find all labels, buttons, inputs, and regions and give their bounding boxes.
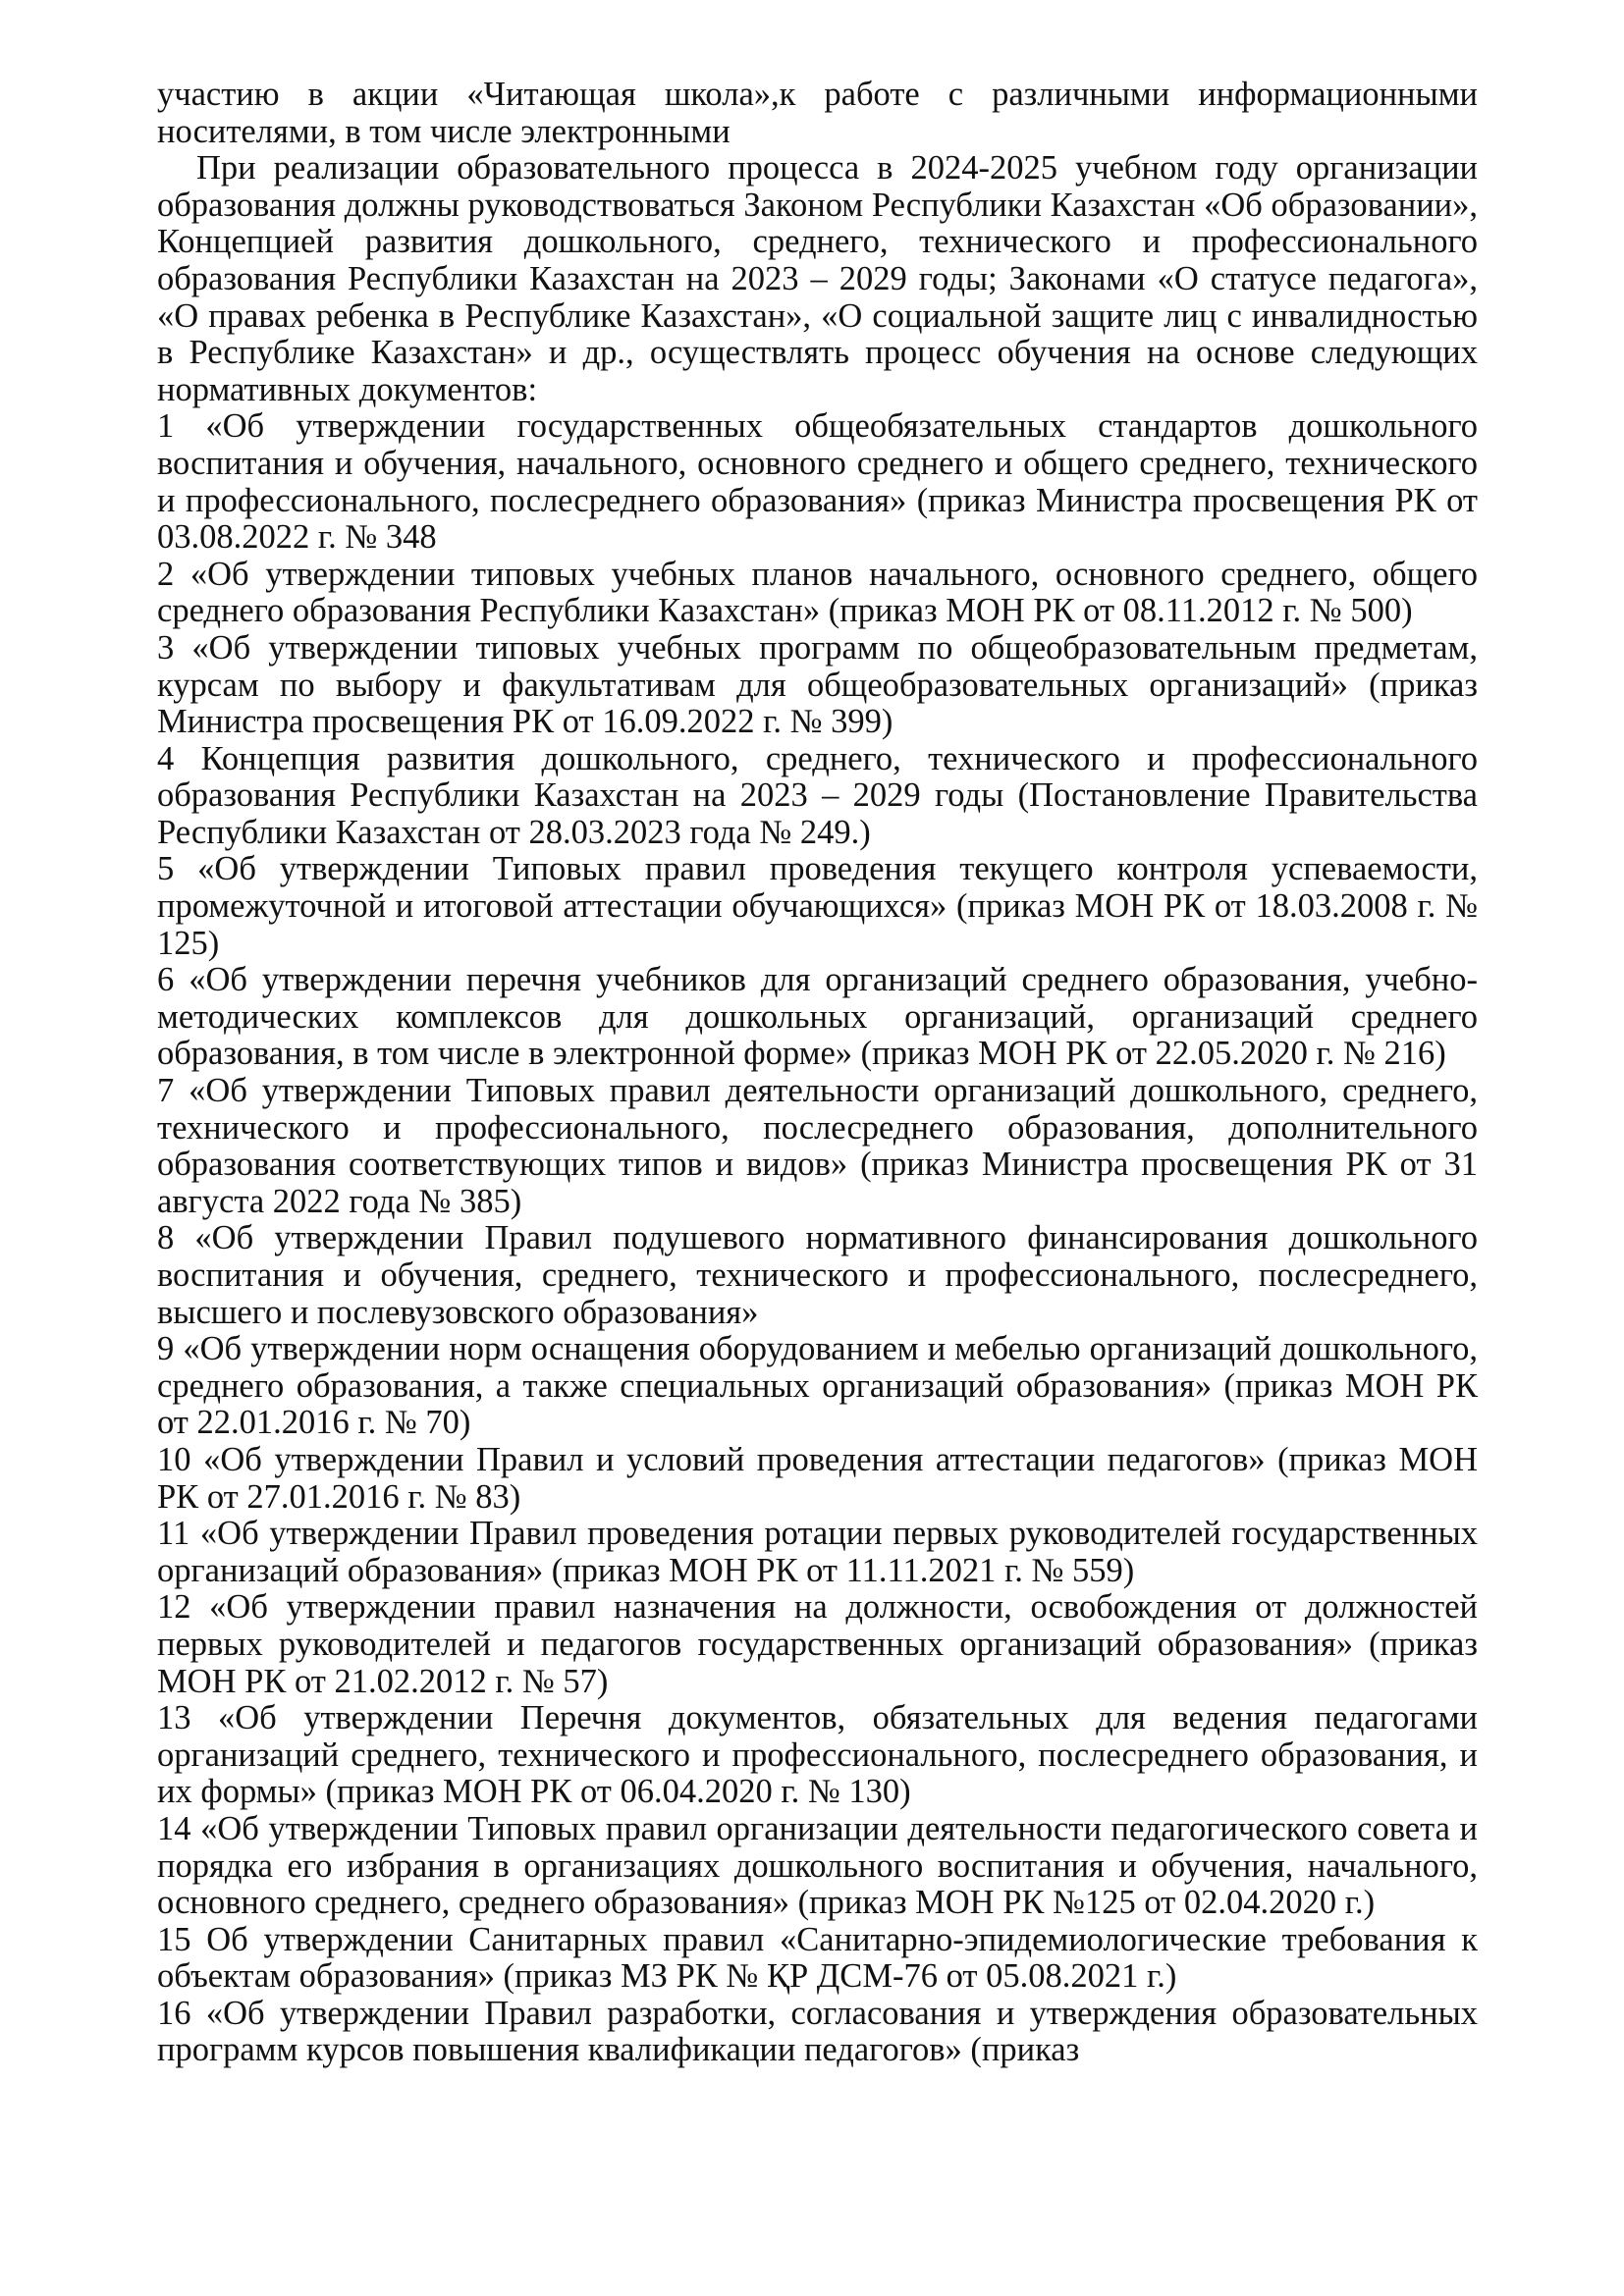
list-item-number: 8 <box>157 1219 175 1257</box>
list-item <box>157 408 1478 556</box>
list-item-number: 2 <box>157 555 175 593</box>
list-item-number: 3 <box>157 628 175 667</box>
list-item-number: 15 <box>157 1920 191 1958</box>
list-item <box>157 630 1478 741</box>
list-item-text: «Об утверждении Типовых правил деятельности организаций дошкольного, среднего, технического и профессионального, послесреднего образования, дополнительного образования соответствующих типов и видов» (приказ Министра просвещения РК от 31 августа 2022 года № 385) <box>157 1072 1479 1220</box>
list-item-text: «Об утверждении правил назначения на должности, освобождения от должностей первых руководителей и педагогов государственных организаций образования» (приказ МОН РК от 21.02.2012 г. № 57) <box>157 1588 1478 1700</box>
list-item-number: 10 <box>157 1440 191 1478</box>
list-item-number: 7 <box>157 1072 175 1110</box>
list-item-text: «Об утверждении норм оснащения оборудованием и мебелью организаций дошкольного, среднего образования, а также специальных организаций образования» (приказ МОН РК от 22.01.2016 г. № 70) <box>157 1330 1479 1442</box>
list-item-number: 5 <box>157 850 175 888</box>
list-item-text: «Об утверждении Правил разработки, согласования и утверждения образовательных программ курсов повышения квалификации педагогов» (приказ <box>157 1994 1479 2069</box>
list-item <box>157 851 1478 962</box>
list-item <box>157 1811 1478 1922</box>
list-item <box>157 1700 1478 1811</box>
intro-paragraph: При реализации образовательного процесса в 2024-2025 учебном году организации образования должны руководствоваться Законом Республики Казахстан «Об образовании», Концепцией развития дошкольного, среднего, технического и профессионального образования Республики Казахстан на 2023 – 2029 годы; Законами «О статусе педагога», «О правах ребенка в Республике Казахстан», «О социальной защите лиц с инвалидностью в Республике Казахстан» и др., осуществлять процесс обучения на основе следующих нормативных документов: <box>157 149 1478 408</box>
list-item <box>157 1073 1478 1220</box>
regulatory-documents-list <box>157 408 1478 2069</box>
list-item-number: 14 <box>157 1809 191 1847</box>
list-item <box>157 1996 1478 2069</box>
list-item-text: «Об утверждении Типовых правил организации деятельности педагогического совета и порядка его избрания в организациях дошкольного воспитания и обучения, начального, основного среднего, среднего образования» (приказ МОН РК №125 от 02.04.2020 г.) <box>157 1809 1479 1922</box>
document-page <box>157 77 1478 2069</box>
list-item-number: 12 <box>157 1588 191 1627</box>
list-item-text: Концепция развития дошкольного, среднего, технического и профессионального образования Республики Казахстан на 2023 – 2029 годы (Постановление Правительства Республики Казахстан от 28.03.2023 года № 249.) <box>157 739 1479 851</box>
list-item-text: «Об утверждении Типовых правил проведения текущего контроля успеваемости, промежуточной и итоговой аттестации обучающихся» (приказ МОН РК от 18.03.2008 г. № 125) <box>157 850 1478 962</box>
list-item-number: 4 <box>157 739 175 777</box>
list-item <box>157 741 1478 852</box>
list-item-number: 16 <box>157 1994 191 2032</box>
list-item-text: Об утверждении Санитарных правил «Санитарно-эпидемиологические требования к объектам образования» (приказ МЗ РК № ҚР ДСМ-76 от 05.08.2021 г.) <box>157 1920 1478 1996</box>
list-item <box>157 1589 1478 1700</box>
list-item-text: «Об утверждении типовых учебных планов начального, основного среднего, общего среднего образования Республики Казахстан» (приказ МОН РК от 08.11.2012 г. № 500) <box>157 555 1478 630</box>
intro-continuation: участию в акции «Читающая школа»,к работе с различными информационными носителями, в том числе электронными <box>157 76 1478 150</box>
list-item-text: «Об утверждении Правил подушевого нормативного финансирования дошкольного воспитания и обучения, среднего, технического и профессионального, послесреднего, высшего и послевузовского образования» <box>157 1219 1479 1331</box>
list-item-text: «Об утверждении Правил проведения ротации первых руководителей государственных организаций образования» (приказ МОН РК от 11.11.2021 г. № 559) <box>157 1515 1478 1589</box>
list-item-number: 6 <box>157 961 175 999</box>
list-item <box>157 1922 1478 1996</box>
list-item <box>157 557 1478 630</box>
list-item-number: 1 <box>157 407 175 446</box>
list-item-text: «Об утверждении Правил и условий проведения аттестации педагогов» (приказ МОН РК от 27.01.2016 г. № 83) <box>157 1440 1478 1516</box>
list-item <box>157 1220 1478 1331</box>
list-item-number: 9 <box>157 1330 175 1368</box>
list-item-text: «Об утверждении Перечня документов, обязательных для ведения педагогами организаций среднего, технического и профессионального, послесреднего образования, и их формы» (приказ МОН РК от 06.04.2020 г. № 130) <box>157 1699 1478 1811</box>
list-item-text: «Об утверждении типовых учебных программ по общеобразовательным предметам, курсам по выбору и факультативам для общеобразовательных организаций» (приказ Министра просвещения РК от 16.09.2022 г. № 399) <box>157 628 1478 741</box>
list-item <box>157 1516 1478 1589</box>
list-item <box>157 1331 1478 1442</box>
list-item-text: «Об утверждении государственных общеобязательных стандартов дошкольного воспитания и обучения, начального, основного среднего и общего среднего, технического и профессионального, послесреднего образования» (приказ Министра просвещения РК от 03.08.2022 г. № 348 <box>157 407 1479 557</box>
list-item-number: 13 <box>157 1699 191 1737</box>
list-item <box>157 962 1478 1073</box>
list-item-number: 11 <box>157 1515 190 1553</box>
list-item-text: «Об утверждении перечня учебников для организаций среднего образования, учебно-методических комплексов для дошкольных организаций, организаций среднего образования, в том числе в электронной форме» (приказ МОН РК от 22.05.2020 г. № 216) <box>157 961 1478 1073</box>
list-item <box>157 1442 1478 1516</box>
